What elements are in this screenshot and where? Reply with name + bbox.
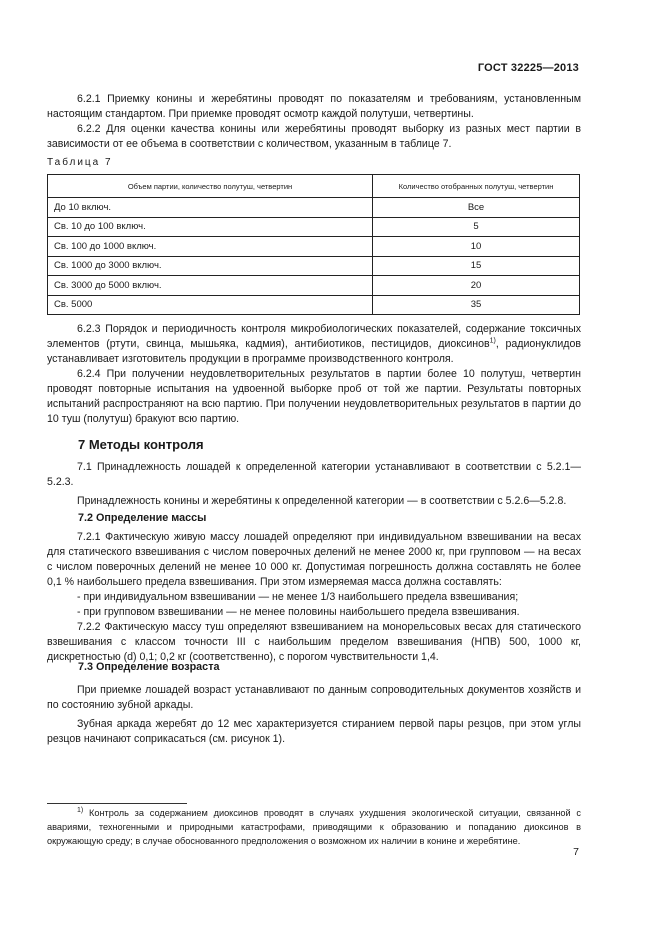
table-cell: Св. 3000 до 5000 включ. xyxy=(48,276,373,296)
section-7-2 xyxy=(47,530,581,665)
section-7-3 xyxy=(47,683,581,747)
paragraph-7-3-b: Зубная аркада жеребят до 12 мес характеризуется стиранием первой пары резцов, при этом углы резцов начинают соприкасаться (см. рисунок 1). xyxy=(47,718,581,745)
table-row xyxy=(48,295,580,315)
section-7-1 xyxy=(47,460,581,509)
table-cell: Св. 10 до 100 включ. xyxy=(48,217,373,237)
table-row xyxy=(48,276,580,296)
section-7-2-title: 7.2 Определение массы xyxy=(78,512,207,524)
table-cell: 10 xyxy=(373,237,580,257)
paragraph-7-2-2: 7.2.2 Фактическую массу туш определяют взвешиванием на монорельсовых весах для статического взвешивания с классом точности III с наибольшим пределом взвешивания (НПВ) 500, 1000 кг, дискретностью (d) 0,1; 0,2 кг (соответственно), с порогом чувствительности 1,4. xyxy=(47,621,581,663)
table-cell: Все xyxy=(373,198,580,218)
paragraph-6-2-1: 6.2.1 Приемку конины и жеребятины проводят по показателям и требованиям, установленным настоящим стандартом. При приемке проводят осмотр каждой полутуши, четвертины. xyxy=(47,93,581,120)
page-number: 7 xyxy=(573,846,579,858)
paragraph-6-2-3 xyxy=(47,322,581,367)
table-header-row xyxy=(48,175,580,198)
section-7-title: 7 Методы контроля xyxy=(78,437,204,452)
table-row xyxy=(48,198,580,218)
footnote-text xyxy=(47,806,581,848)
paragraph-6-2-4: 6.2.4 При получении неудовлетворительных результатов в партии более 10 полутуш, четвертин проводят повторные испытания на удвоенной выборке проб от той же партии. Результаты повторных испытаний распространяют на всю партию. При получении неудовлетворительных результатов в партии до 10 туш (полутуш) бракуют всю партию. xyxy=(47,368,581,425)
paragraph-6-2-2: 6.2.2 Для оценки качества конины или жеребятины проводят выборку из разных мест партии в зависимости от ее объема в соответствии с количеством, указанным в таблице 7. xyxy=(47,123,581,150)
list-item: - при индивидуальном взвешивании — не менее 1/3 наибольшего предела взвешивания; xyxy=(77,591,519,603)
footnote xyxy=(47,806,581,848)
table-cell: Св. 100 до 1000 включ. xyxy=(48,237,373,257)
paragraph-7-3-a: При приемке лошадей возраст устанавливают по данным сопроводительных документов хозяйств и по состоянию зубной аркады. xyxy=(47,684,581,711)
paragraphs-623-624 xyxy=(47,322,581,427)
footnote-mark: 1) xyxy=(77,806,84,814)
doc-header-code: ГОСТ 32225—2013 xyxy=(477,62,579,74)
footnote-ref: 1) xyxy=(489,337,496,345)
table-cell: 20 xyxy=(373,276,580,296)
table-cell: 5 xyxy=(373,217,580,237)
table-7 xyxy=(47,174,580,315)
table-row xyxy=(48,237,580,257)
table-row xyxy=(48,256,580,276)
table-caption: Таблица 7 xyxy=(47,157,113,168)
list-item: - при групповом взвешивании — не менее половины наибольшего предела взвешивания. xyxy=(77,606,520,618)
table-header-cell: Объем партии, количество полутуш, четвертин xyxy=(48,175,373,198)
table-cell: 15 xyxy=(373,256,580,276)
section-7-3-title: 7.3 Определение возраста xyxy=(78,661,220,673)
paragraph-6-2-3-part1: 6.2.3 Порядок и периодичность контроля микробиологических показателей, содержание токсичных элементов (ртути, свинца, мышьяка, кадмия), антибиотиков, пестицидов, диоксинов xyxy=(47,323,581,350)
paragraph-7-2-1: 7.2.1 Фактическую живую массу лошадей определяют при индивидуальном взвешивании на весах для статического взвешивания с числом поверочных делений не менее 2000 кг, при групповом — на весах с числом поверочных делений не менее 10 000 кг. Допустимая погрешность должна составлять не более 0,1 % наибольшего предела взвешивания. При этом измеряемая масса должна составлять: xyxy=(47,531,581,588)
paragraph-6-2-3-part2: , радионуклидов устанавливает изготовитель продукции в программе производственного контроля. xyxy=(47,338,581,365)
table-cell: Св. 5000 xyxy=(48,295,373,315)
table-cell: Св. 1000 до 3000 включ. xyxy=(48,256,373,276)
paragraph-7-1-b: Принадлежность конины и жеребятины к определенной категории — в соответствии с 5.2.6—5.2.8. xyxy=(77,495,567,507)
paragraph-7-1: 7.1 Принадлежность лошадей к определенной категории устанавливают в соответствии с 5.2.1—5.2.3. xyxy=(47,461,581,488)
table-cell: До 10 включ. xyxy=(48,198,373,218)
footnote-body: Контроль за содержанием диоксинов проводят в случаях ухудшения экологической ситуации, связанной с авариями, техногенными и природными катастрофами, приводящими к образованию и попаданию диоксинов в окружающую среду; в случае обоснованного предположения о возможном их наличии в конине и жеребятине. xyxy=(47,808,581,846)
table-row xyxy=(48,217,580,237)
footnote-divider xyxy=(47,803,187,804)
table-cell: 35 xyxy=(373,295,580,315)
paragraphs-621-622 xyxy=(47,92,581,152)
table-header-cell: Количество отобранных полутуш, четвертин xyxy=(373,175,580,198)
